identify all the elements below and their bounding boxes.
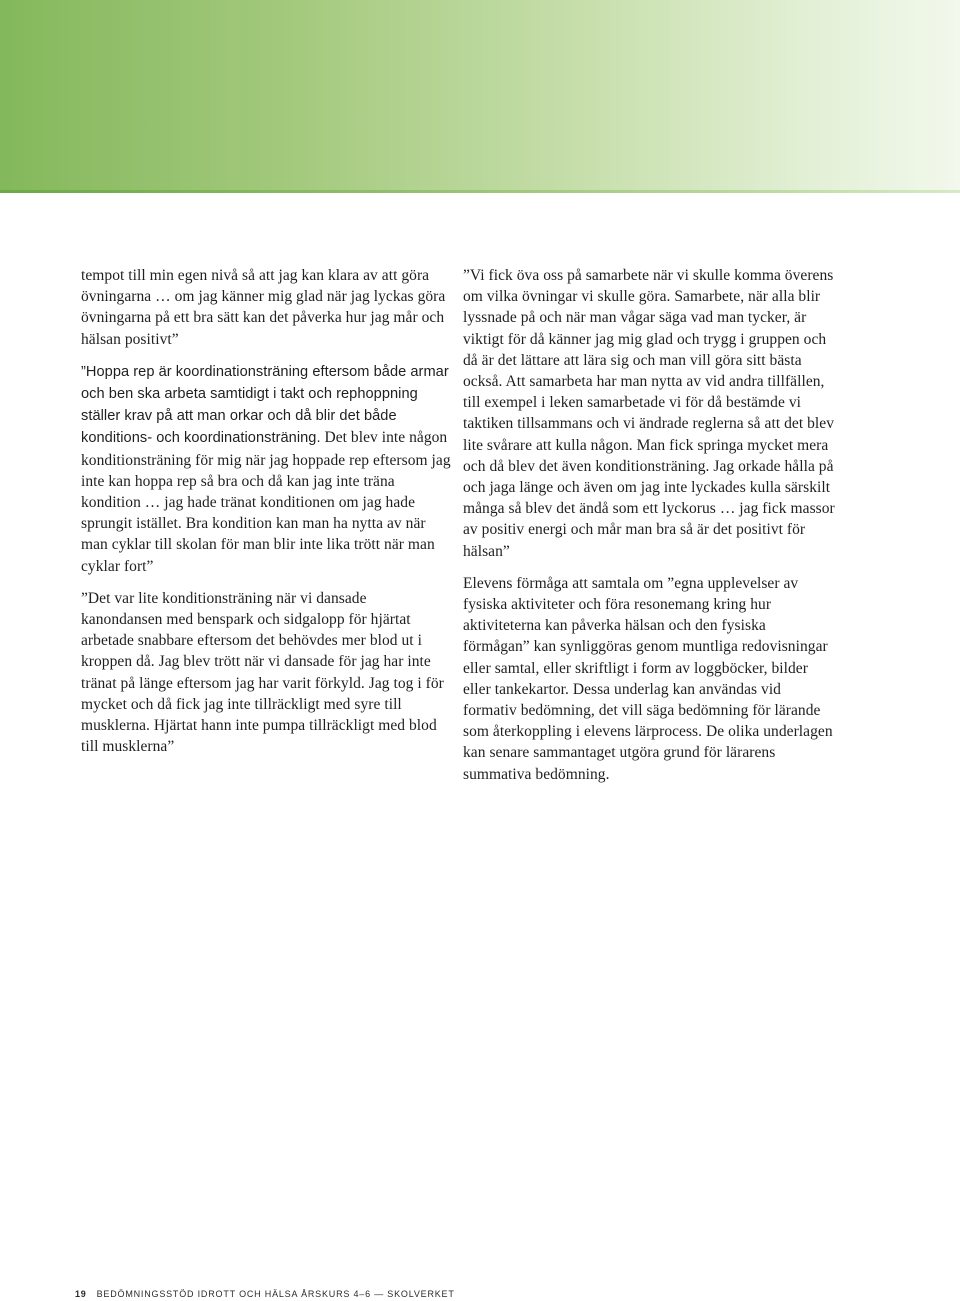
left-text-column — [81, 265, 451, 768]
left-paragraph-2 — [81, 361, 451, 577]
left-paragraph-3: ”Det var lite konditionsträning när vi dansade kanondansen med benspark och sidgalopp för hjärtat arbetade snabbare eftersom det behövdes mer blod ut i kroppen då. Jag blev trött när vi dansade för jag har inte tränat på länge eftersom jag har varit förkyld. Jag tog i för mycket och då fick jag inte tillräckligt med syre till musklerna. Hjärtat hann inte pumpa tillräckligt med blod till musklerna” — [81, 589, 444, 756]
left-paragraph-2-quote-sans: ”Hoppa rep är koordinationsträning eftersom både armar och ben ska arbeta samtidigt i takt och rephoppning ställer krav på att man orkar och då blir det både konditions- och koordinationsträning. — [81, 363, 449, 447]
left-paragraph-2-quote-serif: Det blev inte någon konditionsträning för mig när jag hoppade rep eftersom jag inte kan hoppa rep så bra och då kan jag inte träna kondition … jag hade tränat konditionen om jag hade sprungit istället. Bra kondition kan man ha nytta av när man cyklar till skolan för man blir inte lika trött när man cyklar fort” — [81, 429, 451, 575]
running-title: BEDÖMNINGSSTÖD IDROTT OCH HÄLSA ÅRSKURS 4–6 — SKOLVERKET — [96, 1289, 455, 1299]
right-paragraph-1: ”Vi fick öva oss på samarbete när vi skulle komma överens om vilka övningar vi skulle göra. Samarbete, när alla blir lyssnade på och när man vågar säga vad man tycker, är viktigt för då känner jag mig glad och trygg i gruppen och då är det lättare att lära sig och man vill göra sitt bästa också. Att samarbeta har man nytta av vid andra tillfällen, till exempel i leken samarbetade vi för då bestämde vi taktiken tillsammans och vi ändrade reglerna så att det blev lite svårare att kulla någon. Man fick springa mycket mera och då blev det även konditionsträning. Jag orkade hålla på och jaga länge och även om jag inte lyckades kulla särskilt många så blev det ändå som ett lyckorus … jag fick massor av positiv energi och mår man bra så är det positivt för hälsan” — [463, 267, 835, 560]
left-paragraph-1: tempot till min egen nivå så att jag kan klara av att göra övningarna … om jag känner mig glad när jag lyckas göra övningarna på ett bra sätt kan det påverka hur jag mår och hälsan positivt” — [81, 267, 446, 348]
header-accent-line — [0, 190, 960, 193]
right-text-column — [463, 265, 835, 796]
page-number: 19 — [75, 1289, 87, 1299]
right-paragraph-2: Elevens förmåga att samtala om ”egna upplevelser av fysiska aktiviteter och föra resonemang kring hur aktiviteterna kan påverka hälsan och den fysiska förmågan” kan synliggöras genom muntliga redovisningar eller samtal, eller skriftligt i form av loggböcker, bilder eller tankekartor. Dessa underlag kan användas vid formativ bedömning, det vill säga bedömning för lärande som återkoppling i elevens lärprocess. De olika underlagen kan senare sammantaget utgöra grund för lärarens summativa bedömning. — [463, 574, 833, 783]
page-footer — [75, 1289, 455, 1299]
header-gradient-band — [0, 0, 960, 190]
